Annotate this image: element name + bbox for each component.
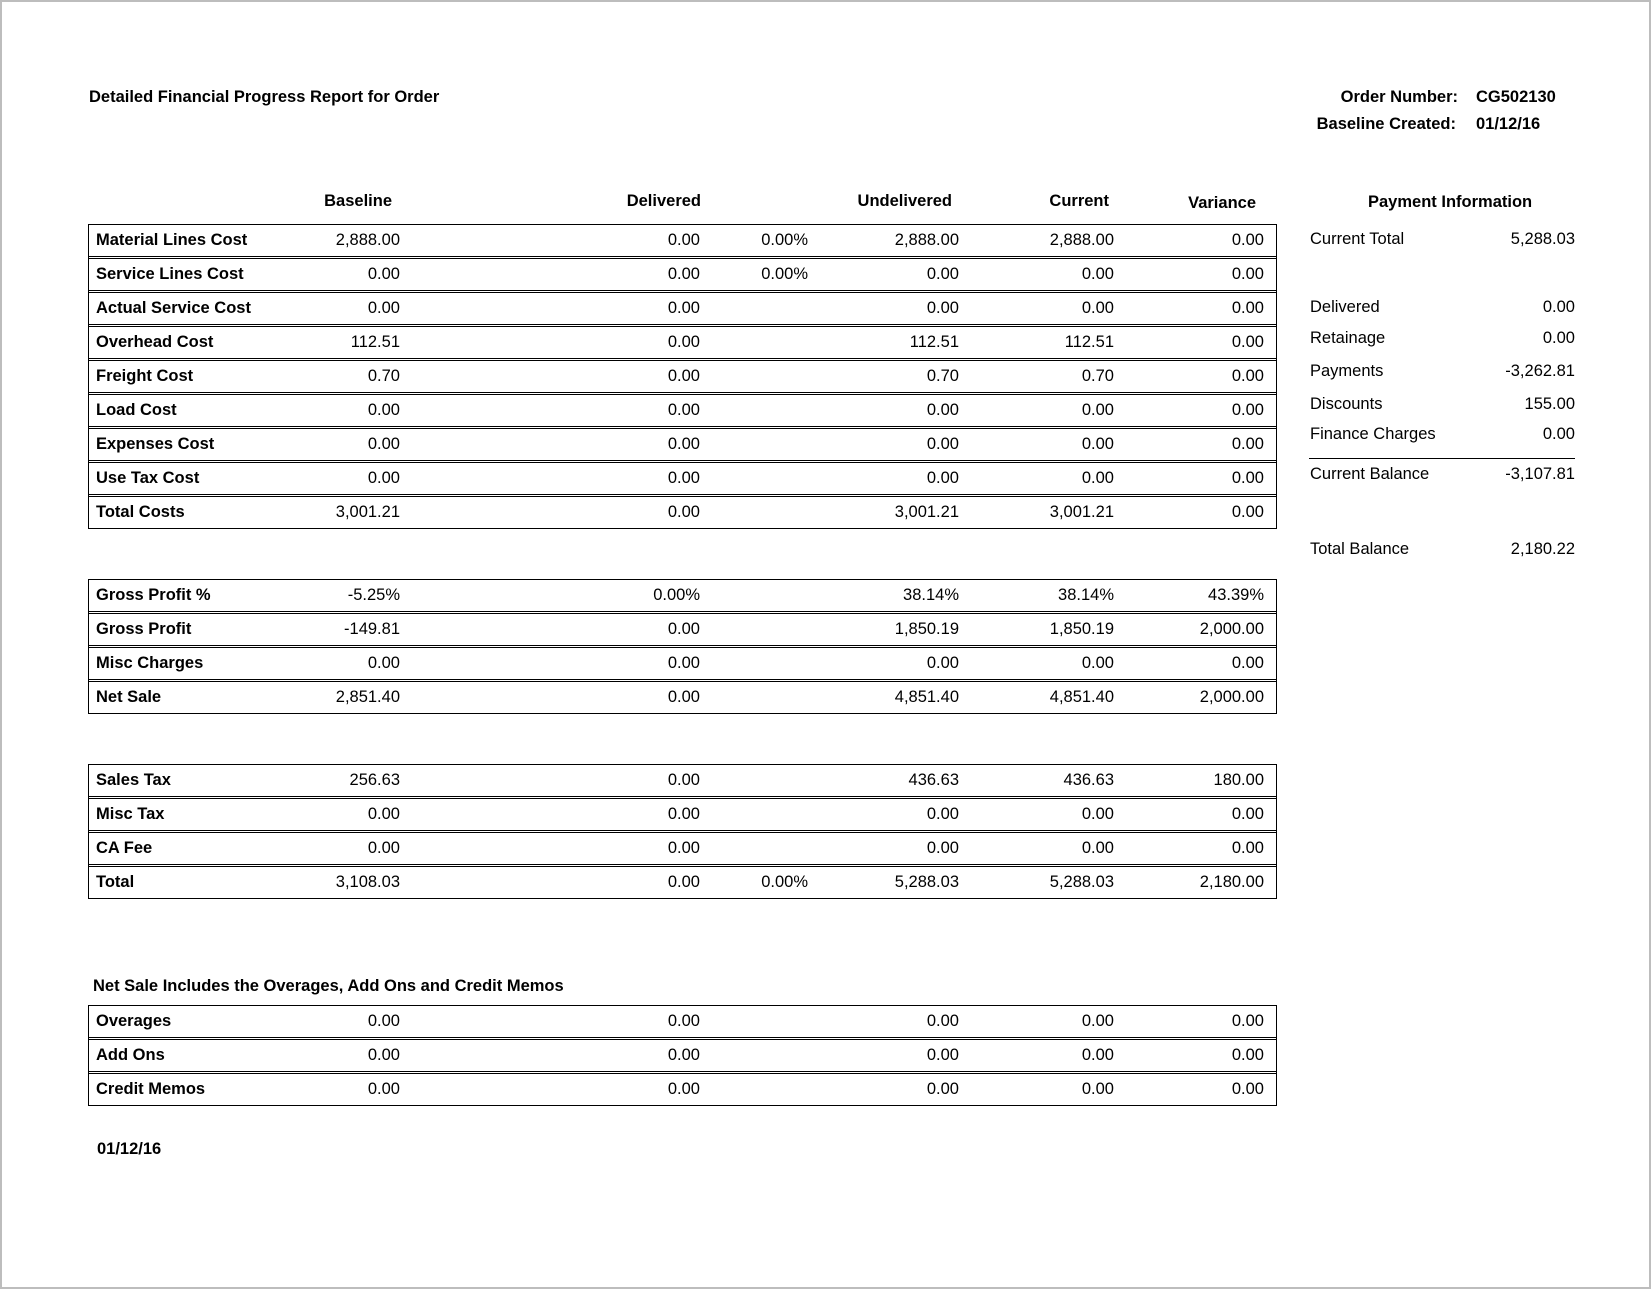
- cell-delivered: 0.00: [630, 460, 700, 494]
- taxes-table: [88, 764, 1277, 899]
- cell-baseline: 256.63: [349, 771, 400, 789]
- row-label: Actual Service Cost: [89, 290, 296, 324]
- cell-baseline: 0.70: [296, 358, 400, 392]
- spacer-cell: [400, 225, 630, 256]
- cell-variance: 0.00: [1114, 290, 1264, 324]
- spacer-cell: [400, 1006, 630, 1037]
- cell-delivered: 0.00: [630, 256, 700, 290]
- row-label: Gross Profit: [89, 611, 296, 645]
- table-row: [89, 1006, 1276, 1037]
- cell-current: 0.00: [959, 460, 1114, 494]
- cell-undelivered: 0.00: [808, 426, 959, 460]
- row-label: Overhead Cost: [89, 324, 296, 358]
- cell-baseline: 0.00: [296, 830, 400, 864]
- cell-undelivered: 3,001.21: [808, 494, 959, 528]
- spacer-cell: [400, 765, 630, 796]
- adjustments-table: [88, 1005, 1277, 1106]
- report-title: Detailed Financial Progress Report for Order: [89, 88, 440, 106]
- cell-baseline: -149.81: [296, 611, 400, 645]
- row-label: Freight Cost: [89, 358, 296, 392]
- cell-pct: [700, 830, 808, 864]
- cell-pct: [700, 580, 808, 611]
- table-row: [89, 426, 1276, 460]
- cell-undelivered: 0.00: [808, 796, 959, 830]
- cell-baseline: 2,888.00: [335, 231, 400, 249]
- cell-variance: 2,000.00: [1114, 679, 1264, 713]
- cell-undelivered: 0.00: [808, 290, 959, 324]
- row-label: Gross Profit %: [96, 586, 211, 604]
- cell-pct: [700, 765, 808, 796]
- cell-pct: [700, 611, 808, 645]
- cell-undelivered: 0.00: [808, 256, 959, 290]
- cell-pct: [700, 460, 808, 494]
- cell-current: 436.63: [1063, 771, 1114, 789]
- costs-table: [88, 224, 1277, 529]
- cell-variance: 0.00: [1114, 426, 1264, 460]
- column-header-undelivered: Undelivered: [857, 192, 952, 210]
- cell-current: 0.00: [959, 830, 1114, 864]
- payment-current-total-label: Current Total: [1310, 230, 1405, 248]
- cell-baseline: 0.00: [296, 426, 400, 460]
- spacer-cell: [1264, 256, 1276, 290]
- table-row: [89, 830, 1276, 864]
- column-header-baseline: Baseline: [324, 192, 392, 210]
- row-label: Service Lines Cost: [89, 256, 296, 290]
- spacer-cell: [400, 426, 630, 460]
- cell-variance: 2,180.00: [1114, 864, 1264, 898]
- cell-delivered: 0.00: [630, 324, 700, 358]
- cell-undelivered: 1,850.19: [808, 611, 959, 645]
- spacer-cell: [400, 256, 630, 290]
- cell-pct: [700, 426, 808, 460]
- cell-current: 0.00: [959, 796, 1114, 830]
- cell-delivered: 0.00: [667, 1012, 700, 1030]
- payment-information-title: Payment Information: [1368, 193, 1533, 211]
- cell-variance: 180.00: [1213, 771, 1264, 789]
- cell-undelivered: 0.00: [808, 1071, 959, 1105]
- cell-baseline: 0.00: [367, 1012, 400, 1030]
- row-label: Sales Tax: [96, 771, 171, 789]
- table-row: [89, 765, 1276, 796]
- cell-delivered: 0.00: [630, 864, 700, 898]
- table-row: [89, 225, 1276, 256]
- table-row: [89, 290, 1276, 324]
- cell-undelivered: 436.63: [908, 771, 959, 789]
- payment-finance-charges-label: Finance Charges: [1310, 425, 1436, 443]
- spacer-cell: [400, 864, 630, 898]
- spacer-cell: [1264, 494, 1276, 528]
- payment-retainage-label: Retainage: [1310, 329, 1386, 347]
- cell-variance: 2,000.00: [1114, 611, 1264, 645]
- cell-pct: [700, 679, 808, 713]
- spacer-cell: [400, 830, 630, 864]
- spacer-cell: [1264, 1006, 1276, 1037]
- cell-undelivered: 5,288.03: [808, 864, 959, 898]
- cell-pct: 0.00%: [700, 864, 808, 898]
- profit-table: [88, 579, 1277, 714]
- spacer-cell: [1264, 460, 1276, 494]
- cell-undelivered: 4,851.40: [808, 679, 959, 713]
- cell-current: 0.70: [959, 358, 1114, 392]
- spacer-cell: [1264, 1071, 1276, 1105]
- cell-pct: [700, 796, 808, 830]
- cell-current: 112.51: [959, 324, 1114, 358]
- spacer-cell: [1264, 796, 1276, 830]
- cell-delivered: 0.00: [630, 796, 700, 830]
- cell-pct: 0.00%: [761, 231, 808, 249]
- row-label: Expenses Cost: [89, 426, 296, 460]
- cell-pct: [700, 645, 808, 679]
- cell-current: 0.00: [959, 426, 1114, 460]
- cell-variance: 43.39%: [1208, 586, 1264, 604]
- payment-delivered-label: Delivered: [1310, 298, 1380, 316]
- cell-undelivered: 112.51: [808, 324, 959, 358]
- cell-delivered: 0.00: [630, 1071, 700, 1105]
- net-sale-note: Net Sale Includes the Overages, Add Ons and Credit Memos: [93, 977, 564, 995]
- row-label: Credit Memos: [89, 1071, 296, 1105]
- cell-current: 38.14%: [1058, 586, 1114, 604]
- spacer-cell: [400, 290, 630, 324]
- payment-current-total-value: 5,288.03: [1510, 230, 1575, 248]
- cell-variance: 0.00: [1114, 1071, 1264, 1105]
- cell-baseline: 0.00: [296, 796, 400, 830]
- cell-current: 0.00: [959, 1037, 1114, 1071]
- order-number-label: Order Number:: [1340, 88, 1458, 106]
- row-label: Misc Charges: [89, 645, 296, 679]
- cell-variance: 0.00: [1114, 324, 1264, 358]
- cell-undelivered: 0.70: [808, 358, 959, 392]
- spacer-cell: [400, 392, 630, 426]
- cell-variance: 0.00: [1231, 231, 1264, 249]
- cell-variance: 0.00: [1114, 392, 1264, 426]
- cell-baseline: -5.25%: [347, 586, 400, 604]
- cell-baseline: 0.00: [296, 256, 400, 290]
- cell-current: 0.00: [959, 392, 1114, 426]
- cell-variance: 0.00: [1114, 830, 1264, 864]
- cell-delivered: 0.00: [630, 611, 700, 645]
- column-header-delivered: Delivered: [626, 192, 701, 210]
- spacer-cell: [1264, 1037, 1276, 1071]
- order-number-value: CG502130: [1476, 88, 1556, 106]
- spacer-cell: [400, 645, 630, 679]
- cell-variance: 0.00: [1114, 256, 1264, 290]
- spacer-cell: [400, 324, 630, 358]
- cell-current: 3,001.21: [959, 494, 1114, 528]
- spacer-cell: [400, 611, 630, 645]
- spacer-cell: [400, 358, 630, 392]
- cell-current: 2,888.00: [1049, 231, 1114, 249]
- cell-baseline: 3,108.03: [296, 864, 400, 898]
- row-label: Add Ons: [89, 1037, 296, 1071]
- spacer-cell: [1264, 324, 1276, 358]
- payment-discounts-value: 155.00: [1524, 395, 1575, 413]
- table-row: [89, 611, 1276, 645]
- row-label: Load Cost: [89, 392, 296, 426]
- spacer-cell: [1264, 580, 1276, 611]
- cell-delivered: 0.00: [630, 830, 700, 864]
- payment-current-balance-value: -3,107.81: [1505, 465, 1575, 483]
- spacer-cell: [400, 679, 630, 713]
- cell-baseline: 0.00: [296, 392, 400, 426]
- cell-baseline: 0.00: [296, 460, 400, 494]
- table-row: [89, 864, 1276, 898]
- table-row: [89, 645, 1276, 679]
- cell-pct: [700, 392, 808, 426]
- column-header-current: Current: [1049, 192, 1109, 210]
- spacer-cell: [400, 1037, 630, 1071]
- spacer-cell: [1264, 645, 1276, 679]
- row-label: Overages: [96, 1012, 172, 1030]
- payment-delivered-value: 0.00: [1542, 298, 1575, 316]
- payment-total-balance-label: Total Balance: [1310, 540, 1410, 558]
- cell-pct: [700, 494, 808, 528]
- cell-delivered: 0.00: [630, 392, 700, 426]
- cell-delivered: 0.00: [630, 358, 700, 392]
- cell-undelivered: 0.00: [808, 830, 959, 864]
- cell-variance: 0.00: [1114, 645, 1264, 679]
- spacer-cell: [400, 580, 630, 611]
- cell-delivered: 0.00: [667, 771, 700, 789]
- cell-current: 0.00: [959, 645, 1114, 679]
- table-row: [89, 796, 1276, 830]
- row-label: Misc Tax: [89, 796, 296, 830]
- spacer-cell: [1264, 679, 1276, 713]
- cell-delivered: 0.00: [667, 231, 700, 249]
- cell-undelivered: 0.00: [808, 392, 959, 426]
- payment-payments-value: -3,262.81: [1505, 362, 1575, 380]
- cell-current: 1,850.19: [959, 611, 1114, 645]
- spacer-cell: [1264, 358, 1276, 392]
- payment-finance-charges-value: 0.00: [1542, 425, 1575, 443]
- spacer-cell: [1264, 830, 1276, 864]
- table-row: [89, 460, 1276, 494]
- spacer-cell: [1264, 765, 1276, 796]
- cell-baseline: 3,001.21: [296, 494, 400, 528]
- cell-current: 5,288.03: [959, 864, 1114, 898]
- cell-pct: [700, 324, 808, 358]
- cell-delivered: 0.00: [630, 645, 700, 679]
- cell-variance: 0.00: [1114, 1037, 1264, 1071]
- row-label: CA Fee: [89, 830, 296, 864]
- table-row: [89, 256, 1276, 290]
- cell-undelivered: 0.00: [808, 460, 959, 494]
- table-row: [89, 392, 1276, 426]
- spacer-cell: [1264, 392, 1276, 426]
- spacer-cell: [1264, 864, 1276, 898]
- cell-current: 0.00: [959, 256, 1114, 290]
- table-row: [89, 1071, 1276, 1105]
- column-header-variance: Variance: [1188, 194, 1256, 212]
- cell-current: 4,851.40: [959, 679, 1114, 713]
- cell-undelivered: 0.00: [808, 645, 959, 679]
- spacer-cell: [1264, 225, 1276, 256]
- payment-retainage-value: 0.00: [1542, 329, 1575, 347]
- cell-pct: [700, 1071, 808, 1105]
- cell-undelivered: 0.00: [808, 1037, 959, 1071]
- table-row: [89, 679, 1276, 713]
- footer-date: 01/12/16: [97, 1140, 162, 1158]
- table-row: [89, 1037, 1276, 1071]
- cell-baseline: 0.00: [296, 645, 400, 679]
- row-label: Material Lines Cost: [96, 231, 248, 249]
- cell-undelivered: 2,888.00: [894, 231, 959, 249]
- spacer-cell: [1264, 611, 1276, 645]
- cell-delivered: 0.00: [630, 426, 700, 460]
- table-row: [89, 494, 1276, 528]
- row-label: Total: [89, 864, 296, 898]
- row-label: Total Costs: [89, 494, 296, 528]
- cell-variance: 0.00: [1114, 796, 1264, 830]
- cell-baseline: 112.51: [296, 324, 400, 358]
- cell-delivered: 0.00%: [653, 586, 700, 604]
- cell-baseline: 0.00: [296, 1037, 400, 1071]
- cell-current: 0.00: [959, 290, 1114, 324]
- cell-baseline: 0.00: [296, 1071, 400, 1105]
- cell-variance: 0.00: [1114, 494, 1264, 528]
- cell-delivered: 0.00: [630, 494, 700, 528]
- cell-undelivered: 0.00: [926, 1012, 959, 1030]
- cell-delivered: 0.00: [630, 1037, 700, 1071]
- table-row: [89, 358, 1276, 392]
- spacer-cell: [400, 494, 630, 528]
- payment-discounts-label: Discounts: [1310, 395, 1383, 413]
- table-row: [89, 580, 1276, 611]
- spacer-cell: [400, 1071, 630, 1105]
- payment-payments-label: Payments: [1310, 362, 1384, 380]
- cell-delivered: 0.00: [630, 290, 700, 324]
- cell-variance: 0.00: [1114, 358, 1264, 392]
- cell-pct: 0.00%: [700, 256, 808, 290]
- cell-pct: [700, 1037, 808, 1071]
- baseline-created-value: 01/12/16: [1476, 115, 1541, 133]
- cell-undelivered: 38.14%: [903, 586, 959, 604]
- table-row: [89, 324, 1276, 358]
- cell-current: 0.00: [1081, 1012, 1114, 1030]
- cell-variance: 0.00: [1114, 460, 1264, 494]
- cell-pct: [700, 290, 808, 324]
- cell-baseline: 2,851.40: [296, 679, 400, 713]
- cell-baseline: 0.00: [296, 290, 400, 324]
- cell-current: 0.00: [959, 1071, 1114, 1105]
- cell-variance: 0.00: [1231, 1012, 1264, 1030]
- cell-pct: [700, 1006, 808, 1037]
- row-label: Net Sale: [89, 679, 296, 713]
- payment-current-balance-label: Current Balance: [1310, 465, 1430, 483]
- cell-delivered: 0.00: [630, 679, 700, 713]
- spacer-cell: [400, 460, 630, 494]
- baseline-created-label: Baseline Created:: [1316, 115, 1456, 133]
- payment-total-balance-value: 2,180.22: [1510, 540, 1575, 558]
- spacer-cell: [400, 796, 630, 830]
- cell-pct: [700, 358, 808, 392]
- spacer-cell: [1264, 426, 1276, 460]
- spacer-cell: [1264, 290, 1276, 324]
- row-label: Use Tax Cost: [89, 460, 296, 494]
- payment-divider: [1309, 458, 1575, 459]
